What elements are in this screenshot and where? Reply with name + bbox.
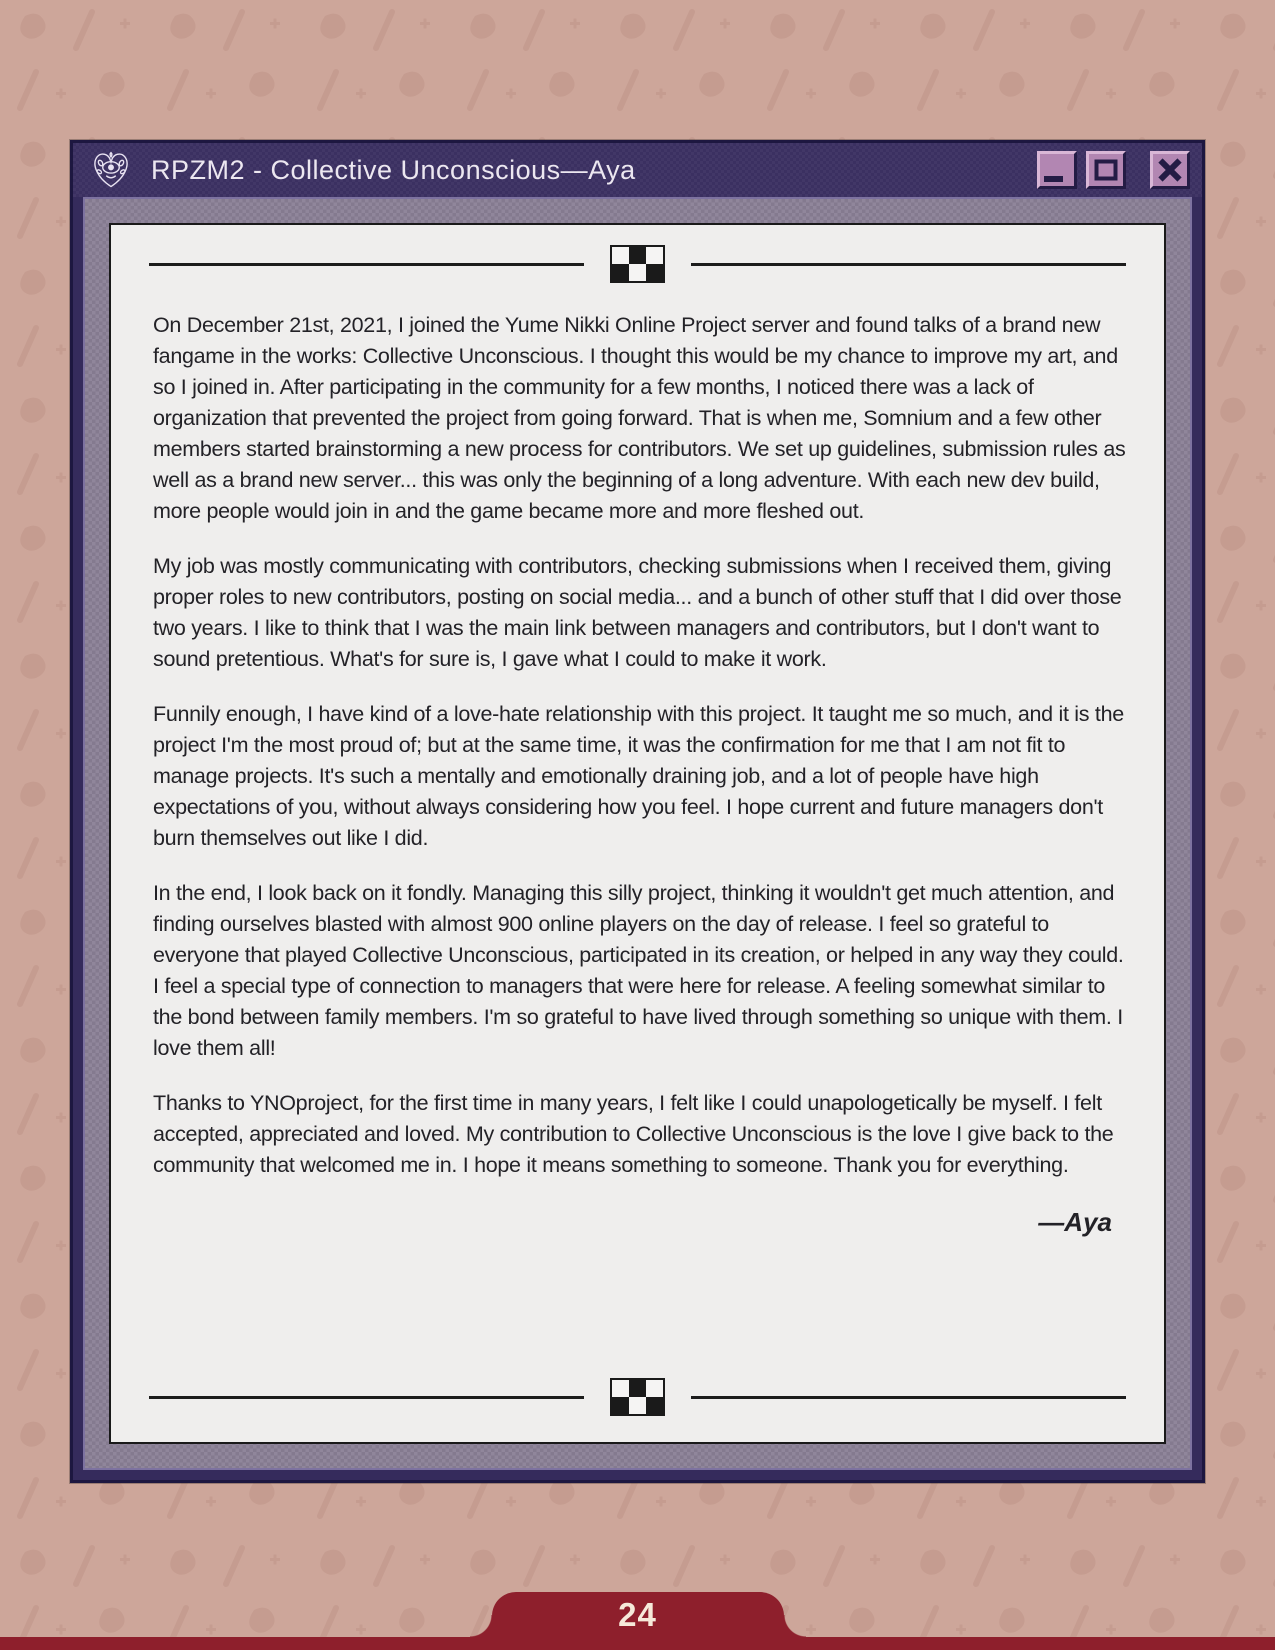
letter-body xyxy=(149,283,1126,1205)
page-number-tab xyxy=(492,1592,784,1637)
top-divider xyxy=(149,245,1126,283)
close-button[interactable] xyxy=(1150,151,1190,189)
window-title: RPZM2 - Collective Unconscious—Aya xyxy=(151,154,636,185)
window-content-frame xyxy=(83,197,1192,1470)
letter-paper xyxy=(109,223,1166,1444)
letter-paragraph: My job was mostly communicating with contributors, checking submissions when I received them, giving proper roles to new contributors, posting on social media... and a bunch of other stuff that I did over those two years. I like to think that I was the main link between managers and contributors, but I don't want to sound pretentious. What's for sure is, I gave what I could to make it work. xyxy=(153,554,1122,671)
maximize-icon xyxy=(1095,160,1118,181)
signature: —Aya xyxy=(1038,1207,1112,1237)
checker-ornament-icon xyxy=(610,1378,665,1416)
minimize-icon xyxy=(1044,176,1063,182)
footer-accent-bar xyxy=(0,1637,1275,1650)
letter-paragraph: Funnily enough, I have kind of a love-hate relationship with this project. It taught me so much, and it is the project I'm the most proud of; but at the same time, it was the confirmation for me that I am not fit to manage projects. It's such a mentally and emotionally draining job, and a lot of people have high expectations of you, without always considering how you feel. I hope current and future managers don't burn themselves out like I did. xyxy=(153,702,1124,850)
title-bar xyxy=(73,143,1202,197)
letter-paragraph: Thanks to YNOproject, for the first time in many years, I felt like I could unapologetically be myself. I felt accepted, appreciated and loved. My contribution to Collective Unconscious is the love I give back to the community that welcomed me in. I hope it means something to someone. Thank you for everything. xyxy=(153,1091,1114,1177)
letter-paragraph: On December 21st, 2021, I joined the Yume Nikki Online Project server and found talks of a brand new fangame in the works: Collective Unconscious. I thought this would be my chance to improve my art, and so I joined in. After participating in the community for a few months, I noticed there was a lack of organization that prevented the project from going forward. That is when me, Somnium and a few other members started brainstorming a new process for contributors. We set up guidelines, submission rules as well as a brand new server... this was only the beginning of a long adventure. With each new dev build, more people would join in and the game became more and more fleshed out. xyxy=(153,313,1126,523)
maximize-button[interactable] xyxy=(1086,151,1126,189)
checker-ornament-icon xyxy=(610,245,665,283)
page-number: 24 xyxy=(618,1595,657,1633)
window xyxy=(70,140,1205,1483)
window-logo-icon xyxy=(89,150,133,190)
minimize-button[interactable] xyxy=(1037,151,1077,189)
bottom-divider xyxy=(149,1378,1126,1416)
letter-paragraph: In the end, I look back on it fondly. Managing this silly project, thinking it wouldn't get much attention, and finding ourselves blasted with almost 900 online players on the day of release. I feel so grateful to everyone that played Collective Unconscious, participated in its creation, or helped in any way they could. I feel a special type of connection to managers that were here for release. A feeling somewhat similar to the bond between family members. I'm so grateful to have lived through something so unique with them. I love them all! xyxy=(153,881,1124,1060)
